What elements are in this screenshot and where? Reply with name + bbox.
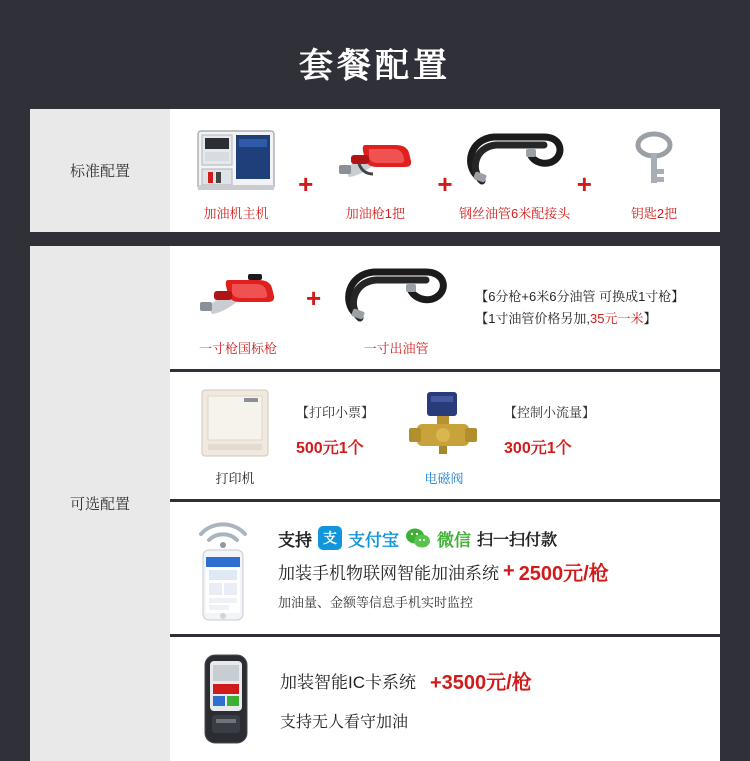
optional-config-content — [170, 246, 720, 761]
alipay-label: 支付宝 — [348, 530, 399, 550]
list-item — [180, 384, 290, 487]
list-item — [331, 258, 461, 357]
list-item-label: 钥匙2把 — [630, 206, 678, 221]
printer-icon — [192, 384, 278, 464]
key-icon — [624, 123, 684, 197]
ic-card-reader-icon — [180, 653, 272, 745]
valve-price: 300元1个 — [504, 439, 572, 457]
optional-config-label: 可选配置 — [30, 246, 170, 761]
list-item — [180, 258, 296, 357]
standard-items-row — [170, 109, 720, 232]
list-item-label: 一寸出油管 — [363, 341, 429, 356]
list-item-label: 打印机 — [215, 471, 255, 486]
solenoid-valve-icon — [399, 384, 489, 464]
list-item-label: 钢丝油管6米配接头 — [459, 206, 571, 221]
hose-note-2 — [475, 308, 684, 330]
valve-note: 【控制小流量】 — [504, 404, 596, 420]
ic-card-price: +3500元/枪 — [430, 672, 532, 694]
optional-row-hose — [170, 246, 720, 369]
list-item-label: 加油机主机 — [203, 206, 269, 221]
wechat-icon — [405, 526, 431, 550]
standard-config-section — [30, 109, 720, 232]
ic-card-title: 加装智能IC卡系统 — [280, 673, 416, 692]
ic-card-subtitle: 支持无人看守加油 — [280, 714, 409, 731]
list-item — [457, 123, 573, 222]
wifi-icon — [193, 514, 253, 548]
list-item-label: 电磁阀 — [424, 471, 464, 486]
fuel-dispenser-icon — [186, 123, 286, 197]
iot-system-price: 2500元/枪 — [518, 562, 609, 585]
list-item-label: 一寸枪国标枪 — [198, 341, 277, 356]
printer-price: 500元1个 — [296, 439, 364, 457]
optional-row-ic-card — [170, 637, 720, 761]
pay-monitor-line: 加油量、金额等信息手机实时监控 — [278, 594, 474, 610]
fuel-nozzle-icon — [188, 258, 288, 332]
printer-info — [296, 402, 374, 458]
optional-row-printer-valve — [170, 372, 720, 499]
list-item — [178, 123, 294, 222]
standard-config-label: 标准配置 — [30, 109, 170, 232]
plus-separator: + — [306, 283, 322, 313]
valve-info — [504, 402, 595, 458]
optional-config-section — [30, 246, 720, 761]
hose-notes — [475, 286, 684, 330]
support-label: 支持 — [278, 530, 312, 550]
ic-card-text — [280, 666, 532, 732]
list-item — [317, 123, 433, 222]
plus-separator: + — [503, 559, 515, 582]
mobile-pay-visual — [180, 514, 266, 622]
plus-separator: + — [576, 169, 592, 199]
optional-row-mobile-pay — [170, 502, 720, 634]
fuel-hose-icon — [336, 258, 456, 332]
fuel-nozzle-icon — [325, 123, 425, 197]
standard-config-content — [170, 109, 720, 232]
svg-text:支: 支 — [323, 530, 337, 546]
fuel-hose-icon — [460, 123, 570, 197]
pay-support-line — [278, 526, 609, 551]
plus-separator: + — [437, 169, 453, 199]
iot-system-label: 加装手机物联网智能加油系统 — [278, 563, 499, 583]
hose-note-2-price: 35元一米 — [590, 310, 644, 326]
list-item — [392, 384, 496, 487]
pay-system-line — [278, 557, 609, 586]
mobile-pay-text — [278, 526, 609, 611]
scan-label: 扫一扫付款 — [477, 531, 558, 549]
hose-note-2-suffix: 】 — [643, 310, 657, 326]
hose-note-2-prefix: 【1寸油管价格另加, — [475, 310, 591, 326]
list-item-label: 加油枪1把 — [345, 206, 405, 221]
wechat-label: 微信 — [437, 530, 471, 550]
hose-note-1: 【6分枪+6米6分油管 可换成1寸枪】 — [475, 288, 685, 304]
smartphone-app-icon — [196, 548, 250, 622]
list-item — [596, 123, 712, 222]
page-title: 套餐配置 — [299, 47, 451, 85]
printer-note: 【打印小票】 — [296, 404, 375, 420]
alipay-icon — [318, 526, 342, 550]
plus-separator: + — [298, 169, 314, 199]
